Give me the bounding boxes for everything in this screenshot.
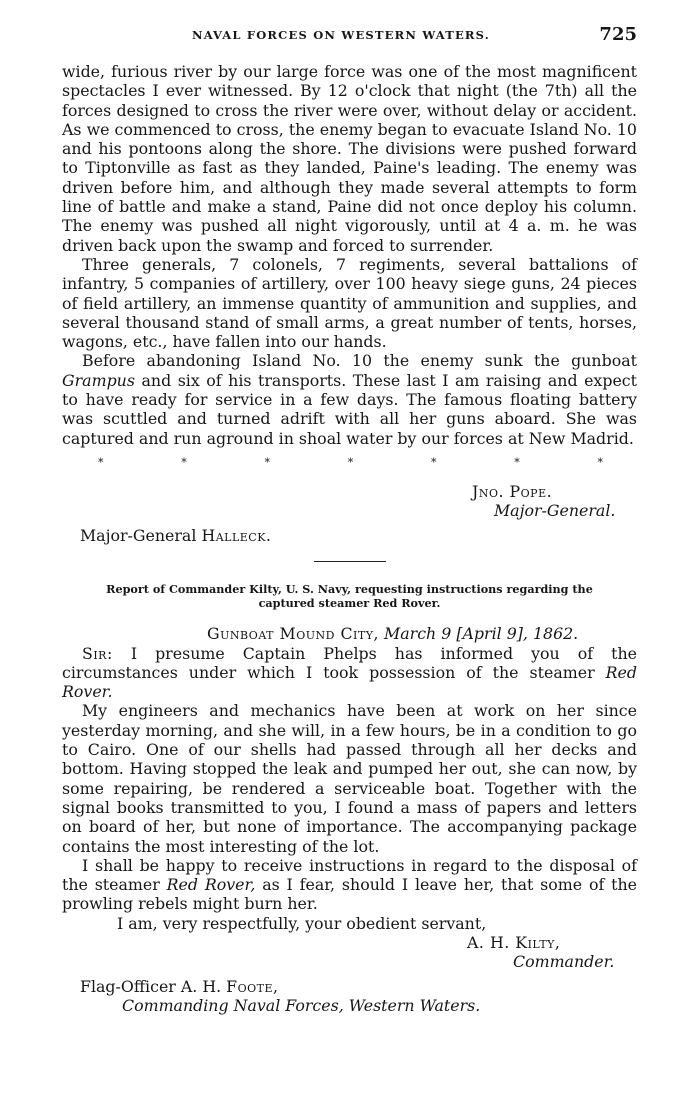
letter1-p3-end: and six of his transports. These last I am raising and expect to have ready for service in a few days. The famous floating battery was scuttled and turned adrift with all her guns aboard. She was captured and run aground in shoal water by our forces at New Madrid. bbox=[62, 370, 637, 448]
signature-title: Major-General. bbox=[494, 500, 616, 520]
running-head: NAVAL FORCES ON WESTERN WATERS. bbox=[192, 28, 490, 42]
ellipsis-mark: * bbox=[431, 455, 437, 469]
report-p1-text: I presume Captain Phelps has informed you of the circumstances under which I took possession of the steamer bbox=[62, 643, 637, 682]
addressee-prefix: Major-General bbox=[80, 525, 197, 545]
ship-name-red-rover: Red Rover, bbox=[166, 875, 256, 895]
report-signature bbox=[467, 933, 637, 971]
report-paragraph-3 bbox=[62, 856, 637, 914]
addressee-prefix: Flag-Officer A. H. bbox=[80, 976, 222, 996]
salutation: Sir: bbox=[82, 643, 113, 663]
page-number: 725 bbox=[599, 24, 637, 45]
ellipsis-mark: * bbox=[98, 455, 104, 469]
page-body bbox=[62, 62, 637, 1016]
letter1-paragraph-2: Three generals, 7 colonels, 7 regiments, several battalions of infantry, 5 companies of artillery, over 100 heavy siege guns, 24 pieces of field artillery, an immense quantity of ammunition and supplies, and several thousand stand of small arms, a great number of tents, horses, wagons, etc., have fallen into our hands. bbox=[62, 254, 637, 352]
report-closing: I am, very respectfully, your obedient servant, bbox=[117, 913, 487, 933]
letter1-p3-start: Before abandoning Island No. 10 the enemy sunk the gunboat bbox=[82, 351, 637, 371]
report-title bbox=[62, 582, 637, 610]
letter1-addressee bbox=[80, 526, 637, 545]
report-title-line-1: Report of Commander Kilty, U. S. Navy, requesting instructions regarding the bbox=[106, 582, 593, 597]
ellipsis-marks bbox=[62, 456, 637, 470]
letter1-paragraph-3 bbox=[62, 351, 637, 447]
addressee-name: Halleck. bbox=[201, 525, 272, 545]
dateline-correction: [April 9], bbox=[456, 624, 528, 644]
letter1-paragraph-1: wide, furious river by our large force was one of the most magnificent spectacles I ever witnessed. By 12 o'clock that night (the 7th) all the forces designed to cross the river were over, without delay or accident. As we commenced to cross, the enemy began to evacuate Island No. 10 and his pontoons along the shore. The divisions were pushed forward to Tiptonville as fast as they landed, Paine's leading. The enemy was driven before him, and although they made several attempts to form line of battle and make a stand, Paine did not once deploy his column. The enemy was pushed all night vigorously, until at 4 a. m. he was driven back upon the swamp and forced to surrender. bbox=[62, 62, 637, 255]
ship-name-red-rover: Red Rover. bbox=[62, 662, 637, 702]
ellipsis-mark: * bbox=[514, 455, 520, 469]
ship-name-grampus: Grampus bbox=[62, 370, 135, 390]
section-divider bbox=[314, 561, 386, 562]
report-dateline bbox=[207, 624, 637, 643]
ellipsis-mark: * bbox=[264, 455, 270, 469]
ellipsis-mark: * bbox=[347, 455, 354, 469]
report-p3-start: I shall be happy to receive instructions in regard to the disposal of the steamer bbox=[62, 855, 637, 895]
addressee-title: Commanding Naval Forces, Western Waters. bbox=[122, 996, 481, 1016]
letter1-signature bbox=[472, 482, 637, 520]
signature-name: Jno. Pope. bbox=[472, 481, 553, 501]
report-paragraph-2: My engineers and mechanics have been at work on her since yesterday morning, and she will, in a few hours, be in a condition to go to Cairo. One of our shells had passed through all her decks and bottom. Having stopped the leak and pumped her out, she can now, by some repairing, be rendered a serviceable boat. Together with the signal books transmitted to you, I found a mass of papers and letters on board of her, but none of importance. The accompanying package contains the most interesting of the lot. bbox=[62, 701, 637, 856]
addressee-line bbox=[80, 977, 637, 996]
signature-title: Commander. bbox=[513, 951, 615, 971]
dateline-place: Gunboat Mound City, bbox=[207, 624, 380, 644]
report-paragraph-1 bbox=[62, 644, 637, 702]
ellipsis-mark: * bbox=[181, 455, 187, 469]
addressee-name: Foote, bbox=[226, 976, 279, 996]
report-p3-end: as I fear, should I leave her, that some of the prowling rebels might burn her. bbox=[62, 875, 638, 914]
report-addressee bbox=[80, 977, 637, 1016]
report-title-line-2: captured steamer Red Rover. bbox=[258, 596, 441, 611]
signature-name: A. H. Kilty, bbox=[467, 932, 561, 952]
page-header bbox=[62, 24, 637, 48]
dateline-date: March 9 bbox=[384, 624, 452, 644]
dateline-year: 1862. bbox=[532, 624, 579, 644]
ellipsis-mark: * bbox=[597, 455, 603, 469]
